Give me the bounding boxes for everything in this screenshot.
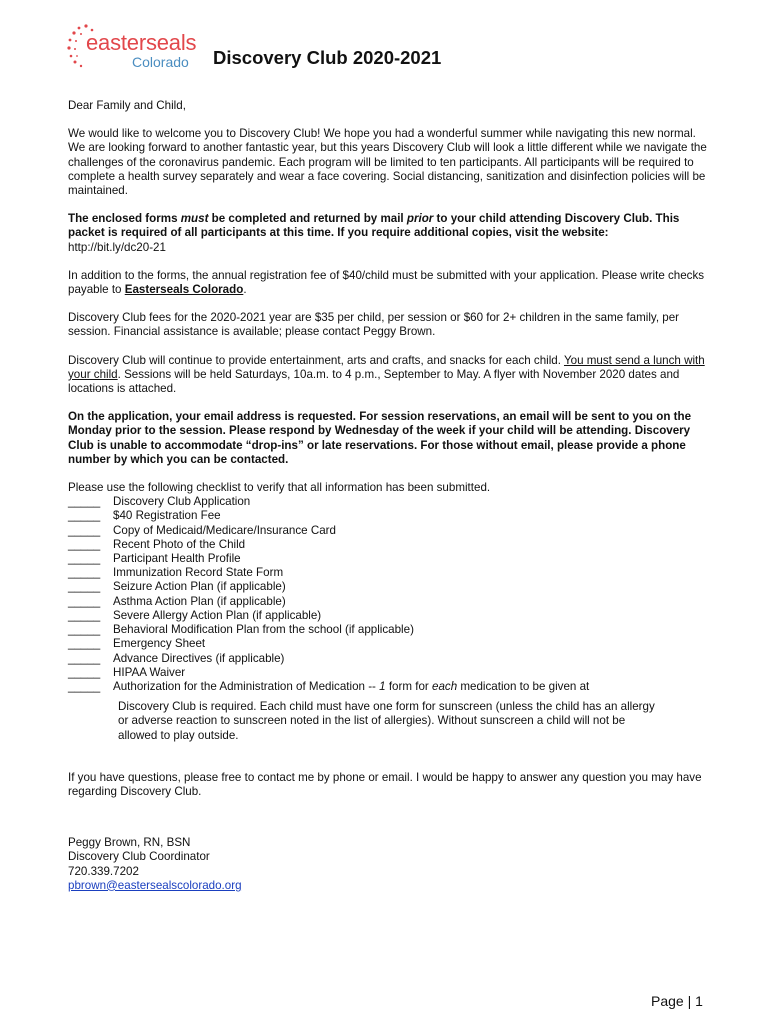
checklist [68,495,708,694]
intro-paragraph: We would like to welcome you to Discovery Club! We hope you had a wonderful summer while navigating this new normal. We are looking forward to another fantastic year, but this years Discovery Club will look a little different while we navigate the challenges of the coronavirus pandemic. Each program will be limited to ten participants. All participants will be required to complete a health survey separately and wear a face covering. Social distancing, sanitization and disinfection policies will be maintained. [68,127,707,198]
forms-paragraph [68,212,708,240]
forms-prior: prior [406,212,434,226]
fee-text-2: . [243,283,247,297]
forms-must: must [180,212,209,226]
signature-phone: 720.339.7202 [68,864,139,878]
fee-text-1: In addition to the forms, the annual registration fee of $40/child must be submitted with your application. Please write checks payable to [68,268,705,297]
email-paragraph: On the application, your email address is requested. For session reservations, an email will be sent to you on the Monday prior to the session. Please respond by Wednesday of the week if your child will be attending. Discovery Club is unable to accommodate “drop-ins” or late reservations. For those without email, please provide a phone number by which you can be contacted. [68,410,692,466]
checklist-label: Emergency Sheet [113,637,206,651]
checklist-label: HIPAA Waiver [113,665,186,679]
checklist-item [68,580,708,594]
forms-url[interactable]: http://bit.ly/dc20-21 [68,240,166,254]
club-text-2: . Sessions will be held Saturdays, 10a.m. to 4 p.m., September to May. A flyer with November 2020 dates and locations is attached. [68,367,680,396]
signature-email-link[interactable]: pbrown@eastersealscolorado.org [68,878,242,892]
checklist-blank: _____ [68,523,101,537]
checklist-item [68,623,708,637]
med-one: 1 [379,679,386,693]
med-text-2: form for [385,679,432,693]
logo-wordmark: easterseals [86,30,197,55]
easterseals-logo [66,22,206,74]
signature-name: Peggy Brown, RN, BSN [68,836,191,850]
club-lunch: You must send a lunch with your child [68,353,705,381]
checklist-item [68,495,708,509]
checklist-blank: _____ [68,509,101,523]
forms-text-3: to your child attending Discovery Club. This packet is required of all participants at this time. If you require additional copies, visit the website: [68,212,680,240]
checklist-blank: _____ [68,552,101,566]
forms-text-2: be completed and returned by mail [208,212,407,226]
checklist-item [68,666,708,680]
checklist-blank: _____ [68,651,101,665]
checklist-item [68,652,708,666]
checklist-label: Recent Photo of the Child [113,537,246,551]
checklist-item [68,637,708,651]
checklist-blank: _____ [68,495,101,509]
med-each: each [432,679,458,693]
logo-subtitle: Colorado [132,54,189,70]
checklist-label: Seizure Action Plan (if applicable) [113,580,286,594]
checklist-label: Discovery Club Application [113,495,251,509]
greeting: Dear Family and Child, [68,99,186,112]
fees-paragraph: Discovery Club fees for the 2020-2021 year are $35 per child, per session or $60 for 2+ children in the same family, per session. Financial assistance is available; please contact Peggy Brown. [68,311,680,339]
checklist-blank: _____ [68,537,101,551]
medication-note: Discovery Club is required. Each child must have one form for sunscreen (unless the child has an allergy or adverse reaction to sunscreen noted in the list of allergies). Without sunscreen a child will not be allowed to play outside. [118,700,655,742]
checklist-label: Asthma Action Plan (if applicable) [113,594,286,608]
page-title: Discovery Club 2020-2021 [213,47,442,68]
med-text-1: Authorization for the Administration of Medication -- [113,679,380,693]
checklist-intro: Please use the following checklist to verify that all information has been submitted. [68,481,491,495]
fee-payee: Easterseals Colorado [124,283,244,297]
checklist-item [68,595,708,609]
checklist-label [113,680,589,694]
checklist-blank: _____ [68,679,101,693]
fee-paragraph [68,269,708,297]
checklist-item [68,566,708,580]
letter-body [68,99,708,893]
checklist-blank: _____ [68,594,101,608]
page-number: Page | 1 [651,993,703,1009]
checklist-label: Participant Health Profile [113,552,241,566]
checklist-item [68,524,708,538]
questions-paragraph: If you have questions, please free to contact me by phone or email. I would be happy to answer any question you may have regarding Discovery Club. [68,770,702,798]
signature-role: Discovery Club Coordinator [68,850,210,864]
checklist-blank: _____ [68,580,101,594]
checklist-item [68,552,708,566]
checklist-label: Copy of Medicaid/Medicare/Insurance Card [113,523,336,537]
checklist-item [68,509,708,523]
checklist-label: $40 Registration Fee [113,509,221,523]
checklist-label: Immunization Record State Form [113,566,284,580]
forms-text-1: The enclosed forms [68,212,181,226]
checklist-blank: _____ [68,637,101,651]
checklist-label: Behavioral Modification Plan from the school (if applicable) [113,623,414,637]
checklist-blank: _____ [68,566,101,580]
med-text-3: medication to be given at [457,679,590,693]
checklist-blank: _____ [68,608,101,622]
club-text-1: Discovery Club will continue to provide entertainment, arts and crafts, and snacks for each child. [68,353,564,367]
checklist-item [68,609,708,623]
checklist-label: Advance Directives (if applicable) [113,651,285,665]
checklist-label: Severe Allergy Action Plan (if applicable) [113,608,322,622]
checklist-blank: _____ [68,665,101,679]
checklist-blank: _____ [68,623,101,637]
checklist-item-medication [68,680,708,694]
club-paragraph [68,354,708,397]
checklist-item [68,538,708,552]
